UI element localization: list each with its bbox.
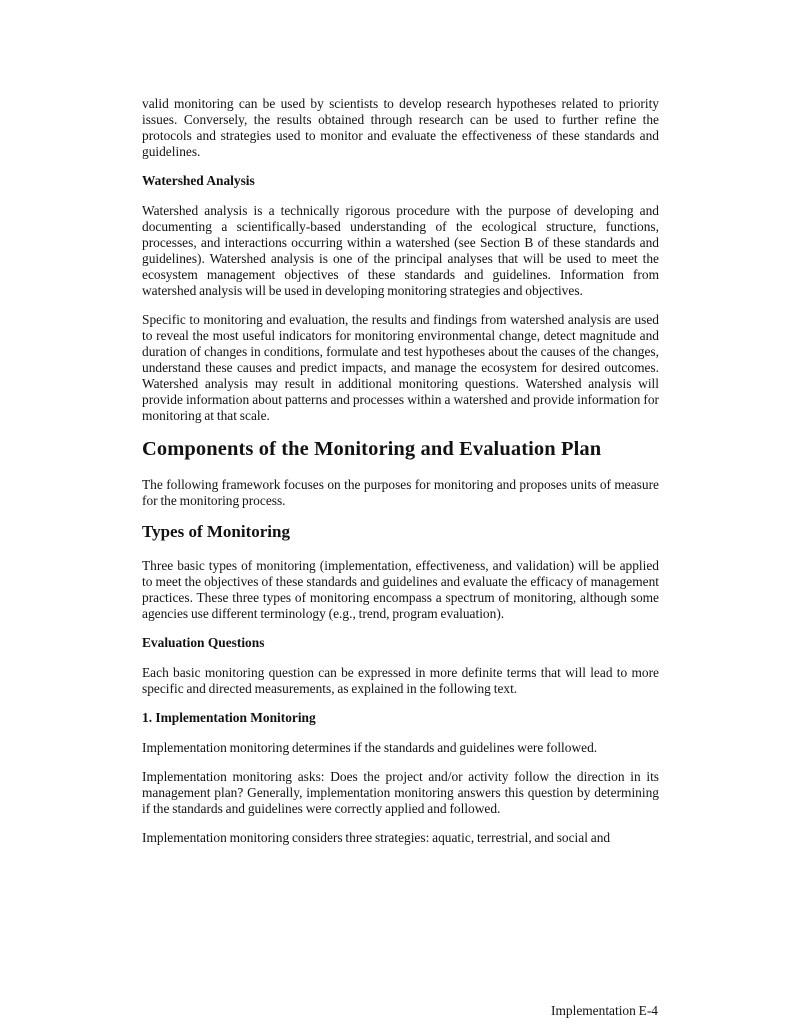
section-heading-implementation-monitoring: 1. Implementation Monitoring — [142, 710, 316, 725]
paragraph: Each basic monitoring question can be expressed in more definite terms that will lead to more specific and directed measurements, as explained in the following text. — [142, 665, 659, 696]
paragraph: Watershed analysis is a technically rigorous procedure with the purpose of developing and documenting a scientifically-based understanding of the ecological structure, functions, processes, and interactions occurring within a watershed (see Section B of these standards and guidelines). Watershed analysis is one of the principal analyses that will be used to meet the ecosystem management objectives of these standards and guidelines. Information from watershed analysis will be used in developing monitoring strategies and objectives. — [142, 203, 659, 298]
paragraph: Implementation monitoring determines if the standards and guidelines were followed. — [142, 740, 598, 755]
page-title-components-heading: Components of the Monitoring and Evaluation Plan — [142, 438, 602, 460]
paragraph: Implementation monitoring asks: Does the project and/or activity follow the direction in its management plan? Generally, implementation monitoring answers this question by determining if the standards and guidelines were correctly applied and followed. — [142, 769, 659, 816]
paragraph: The following framework focuses on the purposes for monitoring and proposes units of measure for the monitoring process. — [142, 477, 659, 508]
paragraph: Specific to monitoring and evaluation, the results and findings from watershed analysis are used to reveal the most useful indicators for monitoring environmental change, detect magnitude and duration of changes in conditions, formulate and test hypotheses about the causes of the changes, understand these causes and predict impacts, and manage the ecosystem for desired outcomes. Watershed analysis may result in additional monitoring questions. Watershed analysis will provide information about patterns and processes within a watershed and provide information for monitoring at that scale. — [142, 312, 659, 423]
section-heading-types-of-monitoring: Types of Monitoring — [142, 522, 290, 541]
section-heading-evaluation-questions: Evaluation Questions — [142, 635, 265, 650]
paragraph-continuation: valid monitoring can be used by scientists to develop research hypotheses related to priority issues. Conversely, the results obtained through research can be used to further refine the protocols and strategies used to monitor and evaluate the effectiveness of these standards and guidelines. — [142, 96, 659, 159]
section-heading-watershed-analysis: Watershed Analysis — [142, 173, 255, 188]
paragraph: Three basic types of monitoring (implementation, effectiveness, and validation) will be applied to meet the objectives of these standards and guidelines and evaluate the efficacy of management practices. These three types of monitoring encompass a spectrum of monitoring, although some agencies use different terminology (e.g., trend, program evaluation). — [142, 558, 659, 621]
page-content — [142, 96, 659, 859]
footer-page-number: Implementation E-4 — [551, 1003, 658, 1018]
paragraph: Implementation monitoring considers three strategies: aquatic, terrestrial, and social and — [142, 830, 611, 845]
